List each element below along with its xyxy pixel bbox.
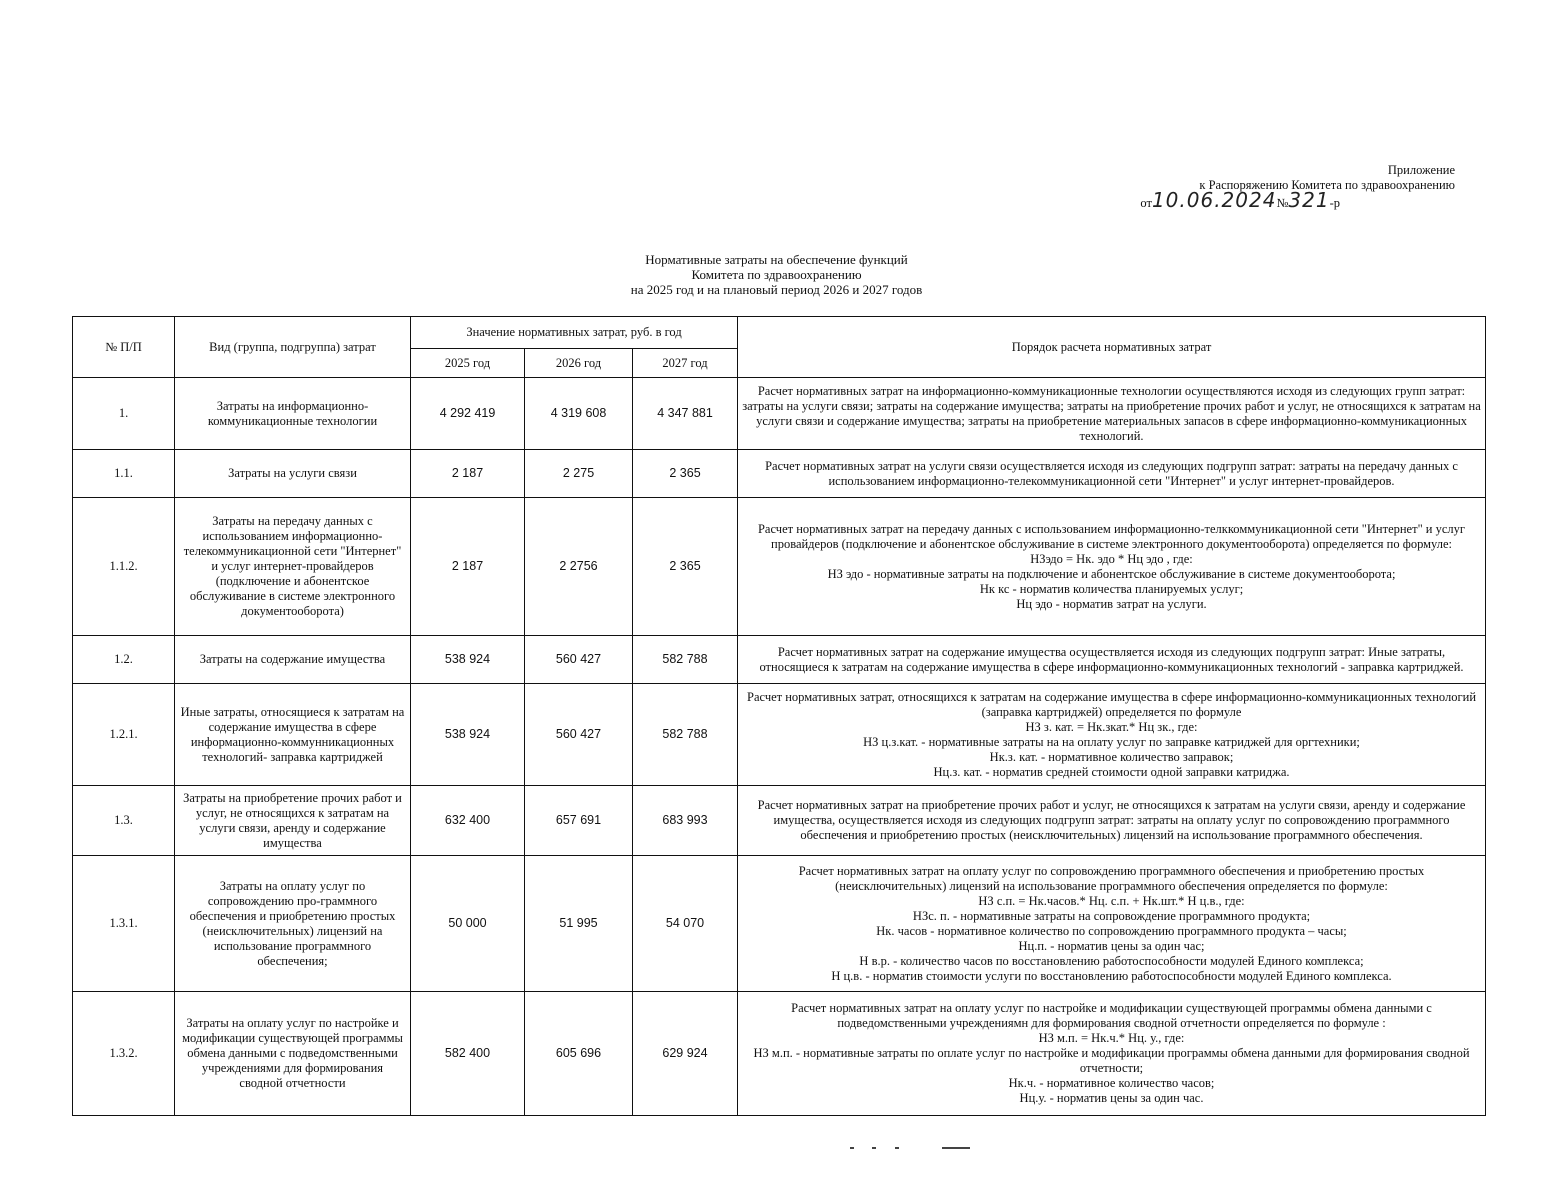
appendix-number-prefix: № <box>1276 196 1289 210</box>
row-value-2027: 2 365 <box>633 450 738 498</box>
row-value-2027: 582 788 <box>633 636 738 684</box>
calc-line: Расчет нормативных затрат на передачу данных с использованием информационно-телккоммуникационной сети "Интернет" и услуг провайдеров (подключение и абонентское обслуживание в системе электронного документооборота) определяется по формуле: <box>757 521 1466 551</box>
row-calc-description <box>738 684 1486 786</box>
cost-table <box>72 316 1486 1116</box>
table-row <box>73 450 1486 498</box>
row-value-2026: 605 696 <box>525 992 633 1116</box>
handwritten-number: 321 <box>1288 188 1330 212</box>
appendix-note <box>1140 163 1455 211</box>
row-num: 1.3.2. <box>73 992 175 1116</box>
appendix-suffix: -р <box>1329 196 1340 210</box>
appendix-date-line <box>1140 188 1455 212</box>
row-type: Затраты на приобретение прочих работ и услуг, не относящихся к затратам на услуги связи, аренду и содержание имущества <box>175 786 411 856</box>
header-calc: Порядок расчета нормативных затрат <box>738 317 1486 378</box>
table-row <box>73 684 1486 786</box>
calc-line: Расчет нормативных затрат на информационно-коммуникационные технологии осуществляются исходя из следующих групп затрат: затраты на услуги связи; затраты на содержание имущества; затраты на приобретение прочих работ и услуг, не относящихся к затратам на услуги связи и содержание имущества; затраты на приобретение материальных запасов в сфере информационно-коммуникационных технологий. <box>742 383 1481 443</box>
row-value-2026: 657 691 <box>525 786 633 856</box>
row-value-2025: 632 400 <box>411 786 525 856</box>
row-calc-description <box>738 856 1486 992</box>
calc-line: Нк. часов - нормативное количество по сопровождению программного продукта – часы; <box>876 923 1347 938</box>
row-num: 1.2.1. <box>73 684 175 786</box>
calc-line: Нц.п. - норматив цены за один час; <box>1018 938 1205 953</box>
row-num: 1. <box>73 378 175 450</box>
table-row <box>73 992 1486 1116</box>
handwritten-date: 10.06.2024 <box>1151 188 1277 212</box>
header-2025: 2025 год <box>411 349 525 378</box>
row-num: 1.2. <box>73 636 175 684</box>
row-type: Затраты на оплату услуг по настройке и модификации существующей программы обмена данными с подведомственными учреждениями для формирования сводной отчетности <box>175 992 411 1116</box>
row-value-2026: 560 427 <box>525 684 633 786</box>
row-type: Иные затраты, относящиеся к затратам на содержание имущества в сфере информационно-коммунникационных технологий- заправка картриджей <box>175 684 411 786</box>
row-value-2027: 54 070 <box>633 856 738 992</box>
row-calc-description <box>738 450 1486 498</box>
table-body <box>73 378 1486 1116</box>
row-value-2025: 538 924 <box>411 636 525 684</box>
table-row <box>73 378 1486 450</box>
calc-line: НЗ з. кат. = Нк.зкат.* Нц зк., где: <box>1025 719 1198 734</box>
calc-line: Нц.у. - норматив цены за один час. <box>1019 1091 1204 1105</box>
calc-line: Расчет нормативных затрат на приобретение прочих работ и услуг, не относящихся к затратам на услуги связи, аренду и содержание имущества, осуществляется исходя из следующих подгрупп затрат: затраты на оплату услуг по сопровождению программного обеспечения и приобретению простых (неисключительных) лицензий на использование программного обеспечения. <box>757 798 1466 842</box>
row-value-2026: 560 427 <box>525 636 633 684</box>
table-row <box>73 636 1486 684</box>
row-value-2027: 4 347 881 <box>633 378 738 450</box>
row-value-2027: 582 788 <box>633 684 738 786</box>
row-num: 1.1. <box>73 450 175 498</box>
row-value-2025: 50 000 <box>411 856 525 992</box>
row-value-2026: 2 2756 <box>525 498 633 636</box>
appendix-line-2: к Распоряжению Комитета по здравоохранению <box>1199 178 1455 192</box>
row-value-2027: 2 365 <box>633 498 738 636</box>
calc-line: НЗс. п. - нормативные затраты на сопровождение программного продукта; <box>912 908 1311 923</box>
calc-line: Нц.з. кат. - норматив средней стоимости одной заправки катриджа. <box>933 764 1290 779</box>
calc-line: НЗ ц.з.кат. - нормативные затраты на на оплату услуг по заправке катриджей для оргтехники; <box>863 734 1360 749</box>
calc-line: Расчет нормативных затрат, относящихся к затратам на содержание имущества в сфере информационно-коммуникационных технологий (заправка картриджей) определяется по формуле <box>747 689 1477 719</box>
calc-line: Нк.з. кат. - нормативное количество заправок; <box>989 749 1234 764</box>
row-value-2025: 538 924 <box>411 684 525 786</box>
title-line-1: Нормативные затраты на обеспечение функций <box>645 252 908 267</box>
row-type: Затраты на содержание имущества <box>175 636 411 684</box>
header-num: № П/П <box>73 317 175 378</box>
title-line-3: на 2025 год и на плановый период 2026 и 2027 годов <box>630 282 923 297</box>
row-num: 1.3.1. <box>73 856 175 992</box>
header-type: Вид (группа, подгруппа) затрат <box>175 317 411 378</box>
row-calc-description <box>738 786 1486 856</box>
title-line-2: Комитета по здравоохранению <box>691 267 862 282</box>
row-value-2027: 629 924 <box>633 992 738 1116</box>
calc-line: Расчет нормативных затрат на содержание имущества осуществляется исходя из следующих подгрупп затрат: Иные затраты, относящиеся к затратам на содержание имущества в сфере информационно-коммуникационных технологий - заправка картриджей. <box>759 644 1464 674</box>
calc-line: Н в.р. - количество часов по восстановлению работоспособности модулей Единого комплекса; <box>859 953 1364 968</box>
calc-line: Нк.ч. - нормативное количество часов; <box>1008 1076 1215 1090</box>
header-2026: 2026 год <box>525 349 633 378</box>
calc-line: Расчет нормативных затрат на услуги связи осуществляется исходя из следующих подгрупп затрат: затраты на передачу данных с использованием информационно-телекоммуникационной сети "Интернет" и услуг интернет-провайдеров. <box>765 458 1458 488</box>
row-type: Затраты на услуги связи <box>175 450 411 498</box>
calc-line: НЗэдо = Нк. эдо * Нц эдо , где: <box>1030 551 1193 566</box>
row-calc-description <box>738 498 1486 636</box>
row-type: Затраты на передачу данных с использованием информационно-телекоммуникационной сети "Интернет" и услуг интернет-провайдеров (подключение и абонентское обслуживание в системе электронного документооборота) <box>175 498 411 636</box>
row-value-2025: 4 292 419 <box>411 378 525 450</box>
header-2027: 2027 год <box>633 349 738 378</box>
calc-line: Нк кс - норматив количества планируемых услуг; <box>979 581 1244 596</box>
calc-line: Расчет нормативных затрат на оплату услуг по настройке и модификации существующей программы обмена данными с подведомственными учреждениямн для формирования сводной отчетности определяется по формуле : <box>791 1001 1432 1030</box>
row-num: 1.1.2. <box>73 498 175 636</box>
calc-line: НЗ эдо - нормативные затраты на подключение и абонентское обслуживание в системе документооборота; <box>827 566 1396 581</box>
appendix-from: от <box>1140 196 1152 210</box>
table-row <box>73 786 1486 856</box>
calc-line: Нц эдо - норматив затрат на услуги. <box>1016 596 1207 611</box>
row-value-2025: 582 400 <box>411 992 525 1116</box>
row-num: 1.3. <box>73 786 175 856</box>
row-value-2025: 2 187 <box>411 450 525 498</box>
appendix-line-1: Приложение <box>1387 163 1455 177</box>
calc-line: НЗ м.п. = Нк.ч.* Нц. у., где: <box>1038 1031 1185 1045</box>
row-type: Затраты на информационно-коммуникационные технологии <box>175 378 411 450</box>
document-title <box>0 252 1553 297</box>
calc-line: Расчет нормативных затрат на оплату услуг по сопровождению программного обеспечения и приобретению простых (неисключительных) лицензий на использование программного обеспечения определяется по формуле: <box>798 863 1425 893</box>
row-value-2025: 2 187 <box>411 498 525 636</box>
table-row <box>73 856 1486 992</box>
calc-line: НЗ м.п. - нормативные затраты по оплате услуг по настройке и модификации программы обмена данными для формирования сводной отчетности; <box>753 1046 1470 1075</box>
row-value-2026: 4 319 608 <box>525 378 633 450</box>
header-value: Значение нормативных затрат, руб. в год <box>411 317 738 349</box>
calc-line: Н ц.в. - норматив стоимости услуги по восстановлению работоспособности модулей Единого комплекса. <box>831 968 1392 983</box>
row-value-2026: 2 275 <box>525 450 633 498</box>
row-type: Затраты на оплату услуг по сопровождению про-граммного обеспечения и приобретению простых (неисключительных) лицензий на использование программного обеспечения; <box>175 856 411 992</box>
calc-line: НЗ с.п. = Нк.часов.* Нц. с.п. + Нк.шт.* Н ц.в., где: <box>978 893 1245 908</box>
row-value-2027: 683 993 <box>633 786 738 856</box>
row-value-2026: 51 995 <box>525 856 633 992</box>
row-calc-description <box>738 992 1486 1116</box>
footer-mark <box>850 1146 980 1150</box>
table-row <box>73 498 1486 636</box>
row-calc-description <box>738 636 1486 684</box>
row-calc-description <box>738 378 1486 450</box>
